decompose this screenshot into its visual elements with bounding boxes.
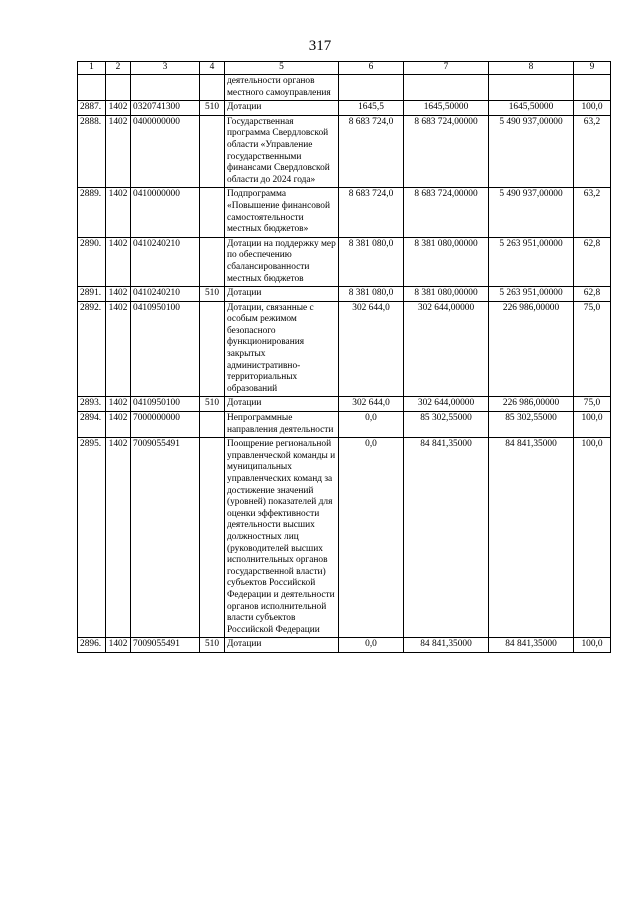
revised-amount: 85 302,55000 — [404, 412, 489, 438]
section-code — [106, 75, 131, 101]
row-number: 2895. — [78, 438, 106, 638]
table-row — [78, 115, 611, 188]
execution-percent: 75,0 — [574, 301, 611, 397]
column-header: 5 — [225, 62, 339, 75]
expense-type-code — [200, 115, 225, 188]
target-article-code: 7009055491 — [131, 438, 200, 638]
section-code: 1402 — [106, 301, 131, 397]
row-number: 2891. — [78, 287, 106, 302]
revised-amount: 8 683 724,00000 — [404, 115, 489, 188]
revised-amount: 8 381 080,00000 — [404, 237, 489, 286]
section-code: 1402 — [106, 287, 131, 302]
section-code: 1402 — [106, 188, 131, 237]
section-code: 1402 — [106, 237, 131, 286]
revised-amount: 84 841,35000 — [404, 438, 489, 638]
executed-amount: 5 263 951,00000 — [489, 237, 574, 286]
item-name: Государственная программа Свердловской области «Управление государственными финансами Свердловской области до 2024 года» — [225, 115, 339, 188]
table-row — [78, 438, 611, 638]
approved-amount: 0,0 — [339, 438, 404, 638]
approved-amount — [339, 75, 404, 101]
target-article-code: 0400000000 — [131, 115, 200, 188]
item-name: Дотации — [225, 101, 339, 116]
expense-type-code — [200, 237, 225, 286]
execution-percent: 100,0 — [574, 101, 611, 116]
table-row — [78, 638, 611, 653]
table-row — [78, 101, 611, 116]
target-article-code: 0410950100 — [131, 301, 200, 397]
execution-percent: 63,2 — [574, 115, 611, 188]
target-article-code — [131, 75, 200, 101]
approved-amount: 8 381 080,0 — [339, 287, 404, 302]
item-name: Подпрограмма «Повышение финансовой самостоятельности местных бюджетов» — [225, 188, 339, 237]
target-article-code: 0410240210 — [131, 287, 200, 302]
table-body — [78, 75, 611, 653]
item-name: Непрограммные направления деятельности — [225, 412, 339, 438]
executed-amount: 226 986,00000 — [489, 397, 574, 412]
table-row — [78, 188, 611, 237]
column-header: 8 — [489, 62, 574, 75]
row-number: 2888. — [78, 115, 106, 188]
executed-amount: 84 841,35000 — [489, 438, 574, 638]
executed-amount: 85 302,55000 — [489, 412, 574, 438]
page-number: 317 — [308, 38, 332, 54]
expense-type-code — [200, 75, 225, 101]
section-code: 1402 — [106, 115, 131, 188]
revised-amount: 302 644,00000 — [404, 301, 489, 397]
target-article-code: 0410950100 — [131, 397, 200, 412]
row-number: 2894. — [78, 412, 106, 438]
row-number: 2892. — [78, 301, 106, 397]
expense-type-code: 510 — [200, 287, 225, 302]
row-number: 2896. — [78, 638, 106, 653]
revised-amount: 84 841,35000 — [404, 638, 489, 653]
execution-percent — [574, 75, 611, 101]
item-name: Дотации — [225, 397, 339, 412]
executed-amount: 5 263 951,00000 — [489, 287, 574, 302]
expense-type-code — [200, 438, 225, 638]
approved-amount: 8 683 724,0 — [339, 115, 404, 188]
table-row — [78, 412, 611, 438]
column-header: 6 — [339, 62, 404, 75]
executed-amount — [489, 75, 574, 101]
section-code: 1402 — [106, 638, 131, 653]
revised-amount: 8 381 080,00000 — [404, 287, 489, 302]
column-header: 1 — [78, 62, 106, 75]
section-code: 1402 — [106, 397, 131, 412]
row-number: 2893. — [78, 397, 106, 412]
row-number — [78, 75, 106, 101]
execution-percent: 62,8 — [574, 287, 611, 302]
row-number: 2889. — [78, 188, 106, 237]
expense-type-code — [200, 301, 225, 397]
executed-amount: 84 841,35000 — [489, 638, 574, 653]
approved-amount: 8 381 080,0 — [339, 237, 404, 286]
executed-amount: 5 490 937,00000 — [489, 115, 574, 188]
expense-type-code — [200, 188, 225, 237]
revised-amount: 8 683 724,00000 — [404, 188, 489, 237]
execution-percent: 100,0 — [574, 412, 611, 438]
approved-amount: 0,0 — [339, 412, 404, 438]
executed-amount: 226 986,00000 — [489, 301, 574, 397]
execution-percent: 100,0 — [574, 638, 611, 653]
section-code: 1402 — [106, 101, 131, 116]
revised-amount — [404, 75, 489, 101]
approved-amount: 0,0 — [339, 638, 404, 653]
target-article-code: 7000000000 — [131, 412, 200, 438]
item-name: деятельности органов местного самоуправления — [225, 75, 339, 101]
revised-amount: 1645,50000 — [404, 101, 489, 116]
execution-percent: 63,2 — [574, 188, 611, 237]
column-header: 4 — [200, 62, 225, 75]
section-code: 1402 — [106, 412, 131, 438]
row-number: 2890. — [78, 237, 106, 286]
target-article-code: 0410240210 — [131, 237, 200, 286]
expense-type-code — [200, 412, 225, 438]
item-name: Дотации на поддержку мер по обеспечению сбалансированности местных бюджетов — [225, 237, 339, 286]
execution-percent: 100,0 — [574, 438, 611, 638]
table-row — [78, 287, 611, 302]
column-header: 3 — [131, 62, 200, 75]
table-header-row — [78, 62, 611, 75]
expense-type-code: 510 — [200, 101, 225, 116]
column-header: 2 — [106, 62, 131, 75]
column-header: 7 — [404, 62, 489, 75]
execution-percent: 62,8 — [574, 237, 611, 286]
budget-table — [77, 61, 611, 653]
approved-amount: 1645,5 — [339, 101, 404, 116]
approved-amount: 8 683 724,0 — [339, 188, 404, 237]
revised-amount: 302 644,00000 — [404, 397, 489, 412]
expense-type-code: 510 — [200, 638, 225, 653]
item-name: Дотации — [225, 638, 339, 653]
executed-amount: 1645,50000 — [489, 101, 574, 116]
item-name: Дотации — [225, 287, 339, 302]
target-article-code: 0410000000 — [131, 188, 200, 237]
table-row — [78, 75, 611, 101]
row-number: 2887. — [78, 101, 106, 116]
column-header: 9 — [574, 62, 611, 75]
table-row — [78, 237, 611, 286]
target-article-code: 0320741300 — [131, 101, 200, 116]
table-row — [78, 301, 611, 397]
execution-percent: 75,0 — [574, 397, 611, 412]
expense-type-code: 510 — [200, 397, 225, 412]
target-article-code: 7009055491 — [131, 638, 200, 653]
item-name: Дотации, связанные с особым режимом безопасного функционирования закрытых административно-территориальных образований — [225, 301, 339, 397]
table-row — [78, 397, 611, 412]
item-name: Поощрение региональной управленческой команды и муниципальных управленческих команд за достижение значений (уровней) показателей для оценки эффективности деятельности высших должностных лиц (руководителей высших исполнительных органов государственной власти) субъектов Российской Федерации и деятельности органов исполнительной власти субъектов Российской Федерации — [225, 438, 339, 638]
approved-amount: 302 644,0 — [339, 301, 404, 397]
approved-amount: 302 644,0 — [339, 397, 404, 412]
executed-amount: 5 490 937,00000 — [489, 188, 574, 237]
section-code: 1402 — [106, 438, 131, 638]
